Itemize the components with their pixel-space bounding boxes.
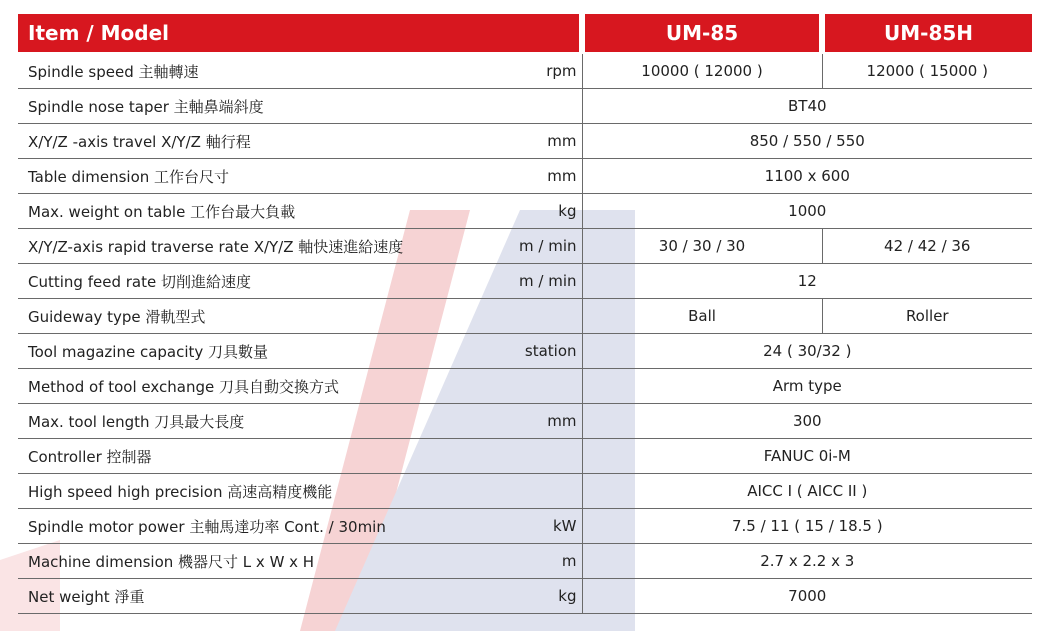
table-row bbox=[18, 474, 1032, 509]
row-unit: rpm bbox=[510, 53, 582, 89]
row-unit: m bbox=[510, 544, 582, 579]
table-row bbox=[18, 334, 1032, 369]
row-label: Spindle motor power 主軸馬達功率 Cont. / 30min bbox=[18, 509, 510, 544]
row-label: Method of tool exchange 刀具自動交換方式 bbox=[18, 369, 510, 404]
table-row bbox=[18, 509, 1032, 544]
table-row bbox=[18, 404, 1032, 439]
row-value: 1100 x 600 bbox=[582, 159, 1032, 194]
item-model-header: Item / Model bbox=[18, 14, 582, 53]
model-header-um85: UM-85 bbox=[582, 14, 822, 53]
row-unit bbox=[510, 299, 582, 334]
row-value: BT40 bbox=[582, 89, 1032, 124]
row-unit: kg bbox=[510, 579, 582, 614]
row-value-um85: 10000 ( 12000 ) bbox=[582, 53, 822, 89]
row-value: 24 ( 30/32 ) bbox=[582, 334, 1032, 369]
row-label: Spindle speed 主軸轉速 bbox=[18, 53, 510, 89]
table-row bbox=[18, 299, 1032, 334]
table-row bbox=[18, 159, 1032, 194]
row-unit bbox=[510, 439, 582, 474]
table-row bbox=[18, 264, 1032, 299]
row-label: Cutting feed rate 切削進給速度 bbox=[18, 264, 510, 299]
table-row bbox=[18, 369, 1032, 404]
spec-body bbox=[18, 53, 1032, 614]
spec-table bbox=[18, 14, 1032, 614]
row-value: 850 / 550 / 550 bbox=[582, 124, 1032, 159]
row-unit: mm bbox=[510, 159, 582, 194]
row-label: Tool magazine capacity 刀具數量 bbox=[18, 334, 510, 369]
row-label: Controller 控制器 bbox=[18, 439, 510, 474]
row-unit: mm bbox=[510, 404, 582, 439]
row-label: High speed high precision 高速高精度機能 bbox=[18, 474, 510, 509]
row-value-um85: Ball bbox=[582, 299, 822, 334]
row-unit: kg bbox=[510, 194, 582, 229]
row-value-um85h: Roller bbox=[822, 299, 1032, 334]
row-value-um85h: 12000 ( 15000 ) bbox=[822, 53, 1032, 89]
row-value: AICC I ( AICC II ) bbox=[582, 474, 1032, 509]
row-unit: kW bbox=[510, 509, 582, 544]
row-value-um85h: 42 / 42 / 36 bbox=[822, 229, 1032, 264]
table-row bbox=[18, 89, 1032, 124]
row-label: Max. weight on table 工作台最大負載 bbox=[18, 194, 510, 229]
table-row bbox=[18, 124, 1032, 159]
row-label: X/Y/Z -axis travel X/Y/Z 軸行程 bbox=[18, 124, 510, 159]
row-unit bbox=[510, 474, 582, 509]
row-value: 2.7 x 2.2 x 3 bbox=[582, 544, 1032, 579]
table-row bbox=[18, 544, 1032, 579]
table-row bbox=[18, 229, 1032, 264]
row-unit bbox=[510, 369, 582, 404]
row-unit: station bbox=[510, 334, 582, 369]
row-value: Arm type bbox=[582, 369, 1032, 404]
row-value: 1000 bbox=[582, 194, 1032, 229]
table-row bbox=[18, 579, 1032, 614]
table-row bbox=[18, 439, 1032, 474]
row-unit: m / min bbox=[510, 264, 582, 299]
table-row bbox=[18, 194, 1032, 229]
row-unit: m / min bbox=[510, 229, 582, 264]
row-unit: mm bbox=[510, 124, 582, 159]
row-value: 300 bbox=[582, 404, 1032, 439]
header-row bbox=[18, 14, 1032, 53]
row-value: 7.5 / 11 ( 15 / 18.5 ) bbox=[582, 509, 1032, 544]
model-header-um85h: UM-85H bbox=[822, 14, 1032, 53]
row-label: X/Y/Z-axis rapid traverse rate X/Y/Z 軸快速進給速度 bbox=[18, 229, 510, 264]
row-value: 12 bbox=[582, 264, 1032, 299]
row-label: Max. tool length 刀具最大長度 bbox=[18, 404, 510, 439]
table-row bbox=[18, 53, 1032, 89]
row-label: Machine dimension 機器尺寸 L x W x H bbox=[18, 544, 510, 579]
row-label: Guideway type 滑軌型式 bbox=[18, 299, 510, 334]
row-label: Spindle nose taper 主軸鼻端斜度 bbox=[18, 89, 510, 124]
row-label: Table dimension 工作台尺寸 bbox=[18, 159, 510, 194]
row-value: FANUC 0i-M bbox=[582, 439, 1032, 474]
row-label: Net weight 淨重 bbox=[18, 579, 510, 614]
row-unit bbox=[510, 89, 582, 124]
row-value-um85: 30 / 30 / 30 bbox=[582, 229, 822, 264]
row-value: 7000 bbox=[582, 579, 1032, 614]
